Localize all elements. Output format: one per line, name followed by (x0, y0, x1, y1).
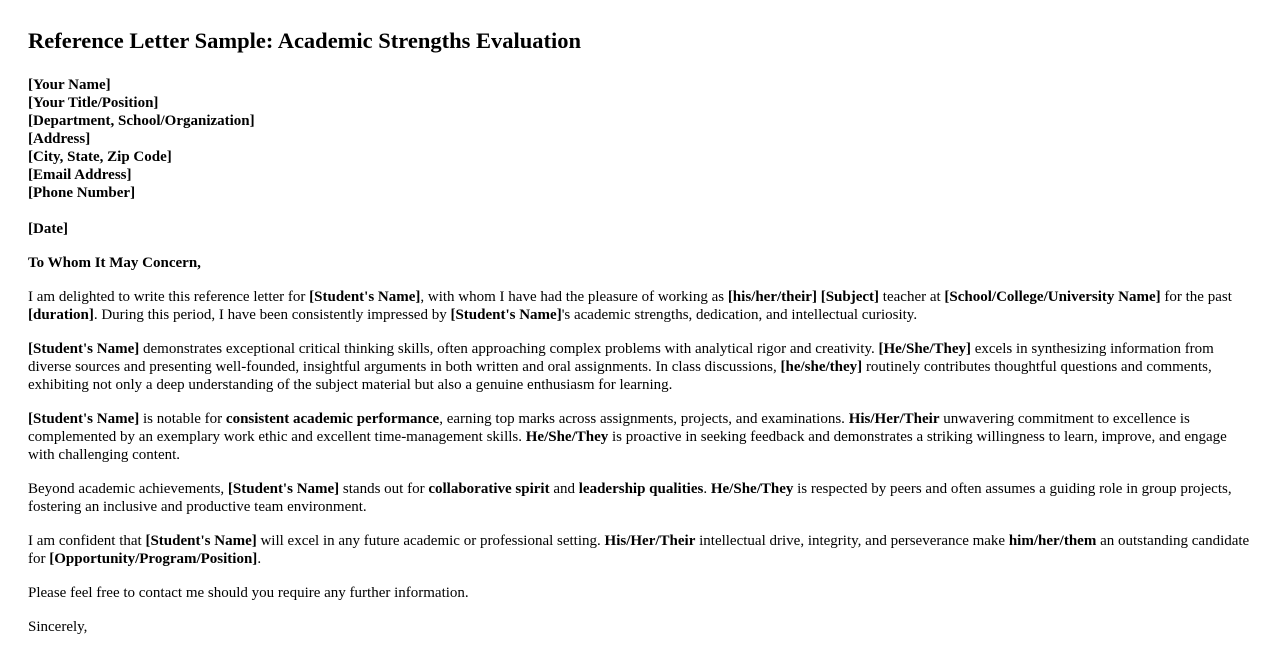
sender-phone: [Phone Number] (28, 185, 136, 201)
sender-address: [Address] (28, 131, 91, 147)
sender-email: [Email Address] (28, 167, 132, 183)
paragraph-intro: I am delighted to write this reference letter for [Student's Name], with whom I have had the pleasure of working as [his/her/their] [Subject] teacher at [School/College/University Name] for the past [duration]. During this period, I have been consistently impressed by [Student's Name]'s academic strengths, dedication, and intellectual curiosity. (28, 289, 1232, 323)
salutation: To Whom It May Concern, (28, 255, 201, 271)
paragraph-contact: Please feel free to contact me should you require any further information. (28, 585, 469, 601)
sender-department: [Department, School/Organization] (28, 113, 255, 129)
sender-title: [Your Title/Position] (28, 95, 159, 111)
closing: Sincerely, (28, 619, 88, 635)
paragraph-critical-thinking: [Student's Name] demonstrates exceptional critical thinking skills, often approaching complex problems with analytical rigor and creativity. [He/She/They] excels in synthesizing information from diverse sources and presenting well-founded, insightful arguments in both written and oral assignments. In class discussions, [he/she/they] routinely contributes thoughtful questions and comments, exhibiting not only a deep understanding of the subject material but also a genuine enthusiasm for learning. (28, 341, 1214, 393)
paragraph-performance: [Student's Name] is notable for consistent academic performance, earning top marks across assignments, projects, and examinations. His/Her/Their unwavering commitment to excellence is complemented by an exemplary work ethic and excellent time-management skills. He/She/They is proactive in seeking feedback and demonstrates a striking willingness to learn, improve, and engage with challenging content. (28, 411, 1227, 463)
paragraph-conclusion: I am confident that [Student's Name] will excel in any future academic or professional setting. His/Her/Their intellectual drive, integrity, and perseverance make him/her/them an outstanding candidate for [Opportunity/Program/Position]. (28, 533, 1250, 567)
paragraph-collaboration: Beyond academic achievements, [Student's Name] stands out for collaborative spirit and leadership qualities. He/She/They is respected by peers and often assumes a guiding role in group projects, fostering an inclusive and productive team environment. (28, 481, 1232, 515)
sender-block (28, 76, 1250, 202)
letter-date: [Date] (28, 221, 68, 237)
sender-city: [City, State, Zip Code] (28, 149, 172, 165)
sender-name: [Your Name] (28, 77, 111, 93)
page-title: Reference Letter Sample: Academic Strengths Evaluation (28, 28, 582, 53)
